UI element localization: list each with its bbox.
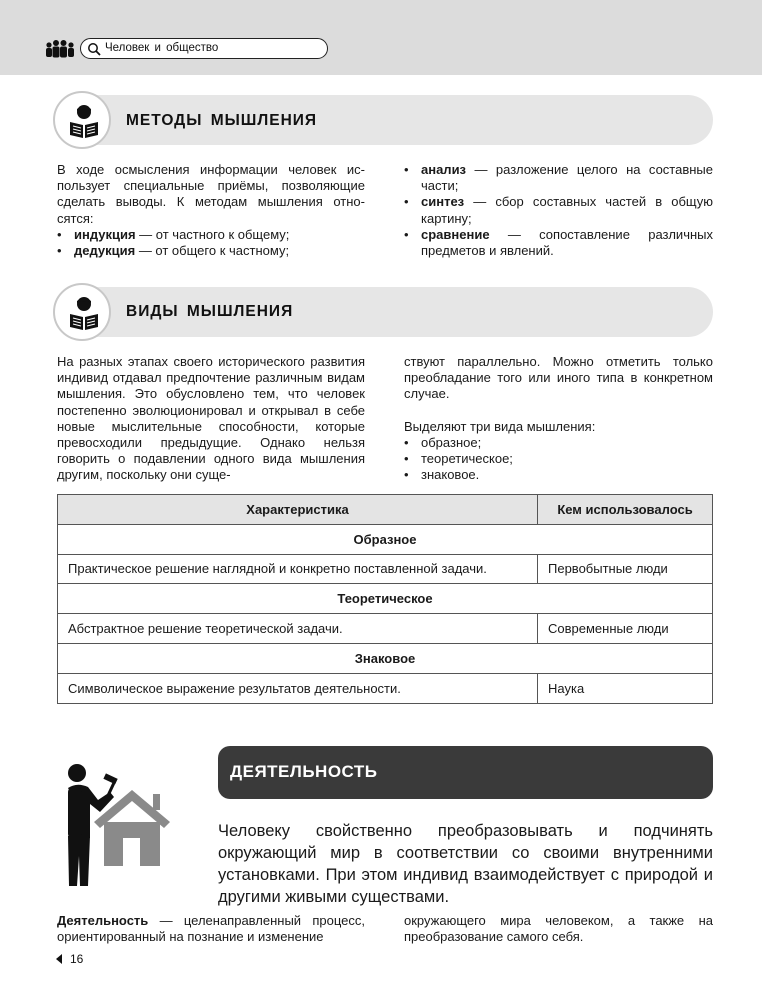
term: сравнение <box>421 226 490 242</box>
types-list <box>404 435 713 484</box>
table-group-row <box>58 643 713 673</box>
methods-right-list-wrap <box>404 162 713 259</box>
reader-icon <box>62 292 106 336</box>
term: анализ <box>421 162 467 177</box>
types-intro: Выделяют три вида мышления: <box>404 418 596 434</box>
cell-description: Символическое выражение результатов деятельности. <box>58 673 538 703</box>
list-item <box>57 243 365 259</box>
prev-page-arrow-icon[interactable] <box>56 954 62 964</box>
types-left-text: На разных этапах своего исторического развития индивид отдавал предпочтение различным видам мышления. Это обусловлено тем, что человек постепенно эволюционировал и открывал в себе новые мыслительные способности, которые превосходили предыдущие. Однако нельзя говорить о подавлении одного вида мышления другим, поскольку они суще- <box>57 354 365 483</box>
cell-description: Абстрактное решение теоретической задачи. <box>58 614 538 644</box>
column-header: Характеристика <box>58 495 538 525</box>
cell-description: Практическое решение наглядной и конкретно поставленной задачи. <box>58 554 538 584</box>
activity-title: ДЕЯТЕЛЬНОСТЬ <box>230 762 378 781</box>
list-item <box>57 227 365 243</box>
types-right-text: ствуют параллельно. Можно отметить только преобладание того или иного типа в конкретном случае. <box>404 354 713 402</box>
term-definition: — от частного к общему; <box>135 226 290 242</box>
term-definition: — от общего к частному; <box>135 243 290 259</box>
activity-title-bar <box>218 746 713 799</box>
group-name: Знаковое <box>58 643 713 673</box>
search-box[interactable] <box>80 38 328 59</box>
methods-intro <box>57 162 365 259</box>
cell-who: Современные люди <box>538 614 713 644</box>
search-icon <box>87 42 101 56</box>
page-number-value: 16 <box>70 952 84 966</box>
intro-line: сделать выводы. К методам мышления отно- <box>57 194 365 210</box>
list-item: • теоретическое; <box>404 451 713 467</box>
intro-line: сятся: <box>57 210 94 226</box>
column-header: Кем использовалось <box>538 495 713 525</box>
reader-icon-circle <box>53 91 111 149</box>
term: дедукция <box>74 243 136 259</box>
activity-lead: Человеку свойственно преобразовывать и подчинять окружающий мир в соответствии со своими внутренними установками. При этом индивид взаимодействует с природой и другими живыми существами. <box>218 822 713 906</box>
cell-who: Наука <box>538 673 713 703</box>
term-definition: — сбор составных частей в общую картину; <box>421 194 713 226</box>
section-title-types: ВИДЫ МЫШЛЕНИЯ <box>126 303 294 320</box>
table-row <box>58 614 713 644</box>
people-group-icon <box>44 38 78 58</box>
top-header-band <box>0 0 762 75</box>
builder-house-icon <box>60 760 175 890</box>
group-name: Теоретическое <box>58 584 713 614</box>
thinking-types-table <box>57 494 713 704</box>
list-item <box>404 162 713 194</box>
list-item <box>404 194 713 226</box>
reader-icon <box>62 100 106 144</box>
search-text: Человек и общество <box>105 42 219 54</box>
reader-icon-circle <box>53 283 111 341</box>
methods-left-list <box>57 227 365 259</box>
table-header-row <box>58 495 713 525</box>
term: индукция <box>74 226 136 242</box>
activity-definition-right: окружающего мира человеком, а также на преобразование самого себя. <box>404 913 713 945</box>
list-item: • знаковое. <box>404 467 713 483</box>
activity-definition-left <box>57 913 365 945</box>
list-item <box>404 227 713 259</box>
term-definition: — разложение целого на составные части; <box>421 162 713 194</box>
term: синтез <box>421 194 465 210</box>
table-group-row <box>58 524 713 554</box>
page-number <box>56 952 83 966</box>
definition-text: — целенаправленный процесс, ориентированный на познание и изменение <box>57 913 365 945</box>
table-group-row <box>58 584 713 614</box>
table-row <box>58 554 713 584</box>
definition-term: Деятельность <box>57 913 149 928</box>
intro-line: пользует специальные приёмы, позволяющие <box>57 178 365 194</box>
list-item: • образное; <box>404 435 713 451</box>
section-title-methods: МЕТОДЫ МЫШЛЕНИЯ <box>126 112 318 129</box>
group-name: Образное <box>58 524 713 554</box>
intro-line: В ходе осмысления информации человек ис- <box>57 162 365 177</box>
term-definition: — сопоставление различных предметов и явлений. <box>421 226 713 259</box>
table-row <box>58 673 713 703</box>
types-right-col <box>404 354 713 483</box>
cell-who: Первобытные люди <box>538 554 713 584</box>
methods-right-list <box>404 162 713 259</box>
